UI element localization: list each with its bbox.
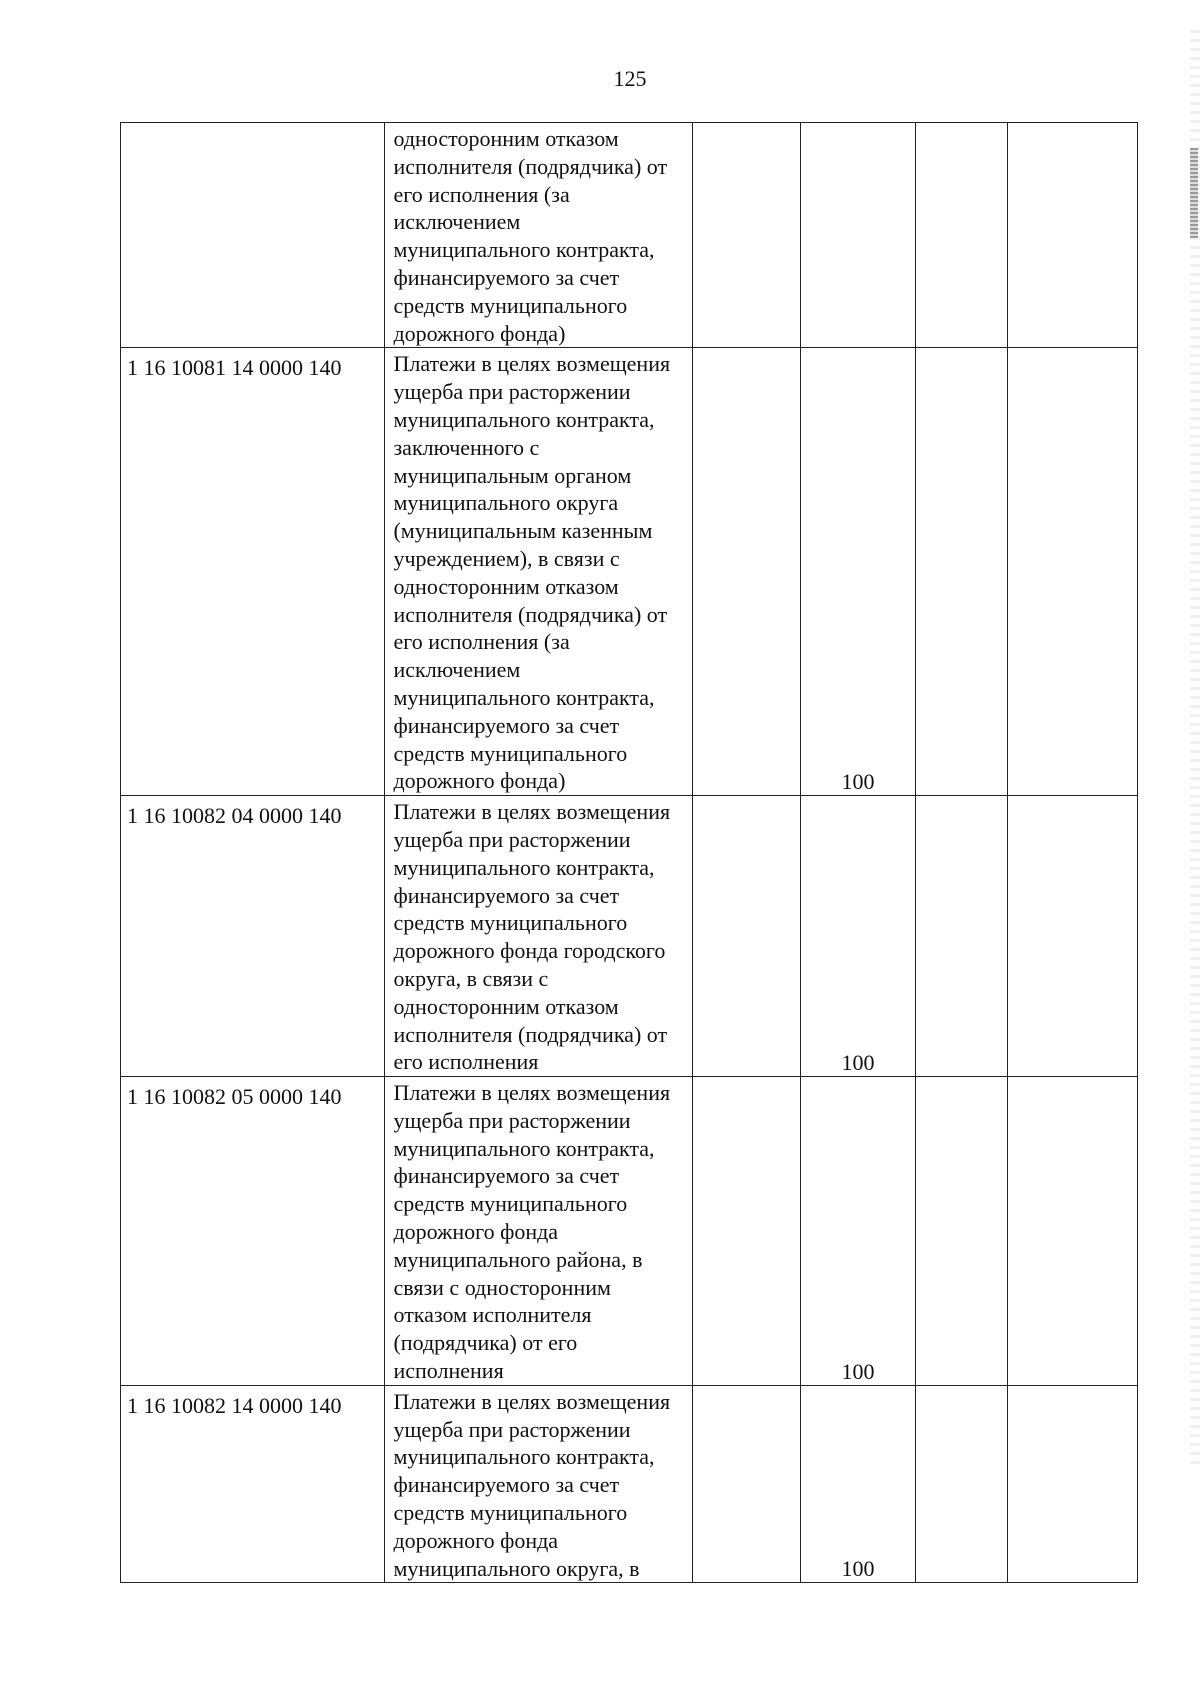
text-line: Платежи в целях возмещения [393, 799, 671, 825]
text-line: дорожного фонда [393, 1527, 559, 1553]
text-line: финансируемого за счет [393, 264, 620, 290]
empty-cell [692, 1386, 800, 1583]
text-line: муниципального контракта, [393, 854, 655, 880]
text-line: финансируемого за счет [393, 1163, 620, 1189]
text-line: исключением [393, 657, 521, 683]
table-row [121, 347, 1137, 795]
budget-revenue-table [120, 122, 1138, 1583]
text-line: исключением [393, 209, 521, 235]
empty-cell [915, 123, 1007, 347]
text-line: муниципального контракта, [393, 237, 655, 263]
percent-value: 100 [841, 769, 875, 795]
text-line: муниципального района, в [393, 1246, 643, 1272]
text-line: отказом исполнителя [393, 1302, 592, 1328]
table-row [121, 1385, 1137, 1583]
text-line: муниципального округа, в [393, 1555, 640, 1581]
percent-cell [800, 348, 916, 795]
text-line: Платежи в целях возмещения [393, 351, 671, 377]
revenue-code-cell: 1 16 10082 14 0000 140 [127, 1392, 342, 1418]
text-line: финансируемого за счет [393, 882, 620, 908]
text-line: дорожного фонда городского [393, 938, 666, 964]
empty-cell [692, 796, 800, 1076]
revenue-name-cell [384, 348, 691, 795]
text-line: его исполнения (за [393, 629, 570, 655]
text-line: муниципального контракта, [393, 406, 655, 432]
scan-edge-artifact [1190, 30, 1200, 1470]
empty-cell [692, 1077, 800, 1385]
text-line: средств муниципального [393, 1500, 628, 1526]
empty-cell [915, 348, 1007, 795]
percent-value: 100 [841, 1556, 875, 1582]
text-line: исполнения [393, 1358, 504, 1384]
revenue-code-cell: 1 16 10081 14 0000 140 [127, 355, 342, 381]
text-line: муниципального контракта, [393, 684, 655, 710]
text-line: его исполнения (за [393, 181, 570, 207]
text-line: муниципального округа [393, 490, 619, 516]
revenue-code-cell: 1 16 10082 04 0000 140 [127, 803, 342, 829]
revenue-name-cell [384, 123, 691, 347]
text-line: дорожного фонда) [393, 320, 566, 346]
percent-value: 100 [841, 1358, 875, 1384]
empty-cell [692, 123, 800, 347]
text-line: ущерба при расторжении [393, 826, 631, 852]
text-line: округа, в связи с [393, 965, 549, 991]
text-line: средств муниципального [393, 1191, 628, 1217]
percent-cell [800, 1386, 916, 1583]
revenue-code-cell [121, 123, 384, 347]
text-line: средств муниципального [393, 910, 628, 936]
scan-barcode-artifact [1190, 148, 1198, 238]
text-line: исполнителя (подрядчика) от [393, 153, 668, 179]
revenue-code-cell: 1 16 10082 05 0000 140 [127, 1084, 342, 1110]
text-line: (муниципальным казенным [393, 518, 653, 544]
text-line: Платежи в целях возмещения [393, 1388, 671, 1414]
text-line: финансируемого за счет [393, 1472, 620, 1498]
revenue-name-cell [384, 1386, 691, 1583]
empty-cell [915, 1386, 1007, 1583]
text-line: (подрядчика) от его [393, 1330, 578, 1356]
text-line: односторонним отказом [393, 573, 619, 599]
table-row [121, 795, 1137, 1076]
text-line: муниципального контракта, [393, 1135, 655, 1161]
text-line: дорожного фонда [393, 1219, 559, 1245]
empty-cell [1007, 1386, 1137, 1583]
text-line: односторонним отказом [393, 126, 619, 151]
empty-cell [1007, 796, 1137, 1076]
page-number: 125 [613, 66, 647, 91]
text-line: муниципального контракта, [393, 1444, 655, 1470]
empty-cell [1007, 1077, 1137, 1385]
text-line: ущерба при расторжении [393, 1416, 631, 1442]
text-line: односторонним отказом [393, 993, 619, 1019]
percent-value: 100 [841, 1050, 875, 1076]
text-line: его исполнения [393, 1049, 539, 1075]
text-line: средств муниципального [393, 292, 628, 318]
empty-cell [915, 1077, 1007, 1385]
text-line: заключенного с [393, 434, 540, 460]
percent-cell [800, 796, 916, 1076]
text-line: Платежи в целях возмещения [393, 1080, 671, 1106]
text-line: связи с односторонним [393, 1274, 611, 1300]
empty-cell [692, 348, 800, 795]
text-line: средств муниципального [393, 740, 628, 766]
text-line: финансируемого за счет [393, 712, 620, 738]
revenue-name-cell [384, 796, 691, 1076]
percent-cell [800, 1077, 916, 1385]
empty-cell [1007, 348, 1137, 795]
empty-cell [1007, 123, 1137, 347]
text-line: исполнителя (подрядчика) от [393, 601, 668, 627]
text-line: дорожного фонда) [393, 768, 566, 794]
table-row [121, 1076, 1137, 1385]
revenue-name-cell [384, 1077, 691, 1385]
text-line: исполнителя (подрядчика) от [393, 1021, 668, 1047]
text-line: ущерба при расторжении [393, 379, 631, 405]
empty-cell [915, 796, 1007, 1076]
table-row [121, 123, 1137, 347]
percent-cell [800, 123, 916, 347]
text-line: ущерба при расторжении [393, 1107, 631, 1133]
text-line: муниципальным органом [393, 462, 632, 488]
text-line: учреждением), в связи с [393, 545, 620, 571]
